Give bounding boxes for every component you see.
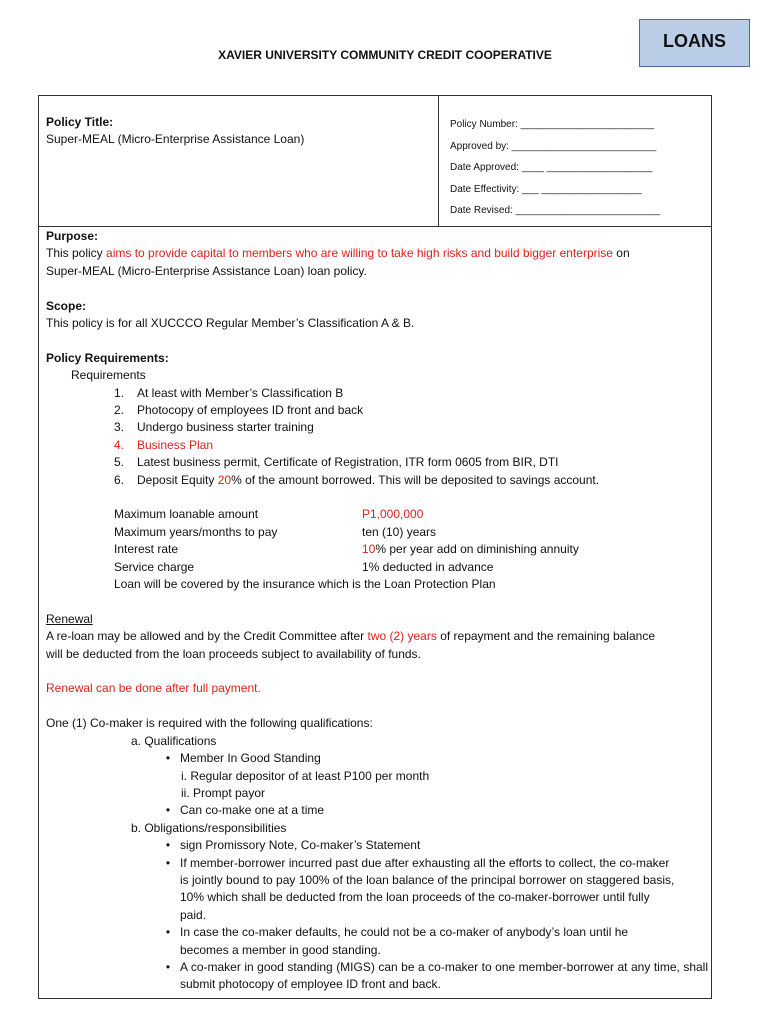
term-interest-rate: Interest rate 10% per year add on diminishing annuity [114, 542, 579, 557]
requirement-item: 3. Undergo business starter training [114, 420, 314, 435]
policy-title-value: Super-MEAL (Micro-Enterprise Assistance Loan) [46, 132, 305, 146]
policy-number-field: Policy Number: ________________________ [450, 119, 655, 130]
bullet-icon: • [165, 838, 171, 853]
qualification-subitem: i. Regular depositor of at least P100 per month [181, 768, 430, 783]
policy-title-block [46, 114, 304, 148]
scope-heading: Scope: [46, 298, 87, 313]
bullet-icon: • [165, 855, 171, 870]
obligations-heading: b. Obligations/responsibilities [131, 820, 287, 835]
qualification-item: • Member In Good Standing [46, 750, 708, 767]
comaker-intro: One (1) Co-maker is required with the following qualifications: [46, 716, 373, 731]
term-max-amount: Maximum loanable amount P1,000,000 [114, 507, 424, 522]
date-revised-field: Date Revised: __________________________ [450, 205, 661, 216]
requirement-item: 2. Photocopy of employees ID front and back [114, 403, 364, 418]
obligation-item: • sign Promissory Note, Co-maker’s Statement [46, 837, 708, 854]
date-approved-field: Date Approved: ____ ___________________ [450, 162, 653, 173]
bullet-icon: • [165, 803, 171, 818]
term-max-years: Maximum years/months to pay ten (10) years [114, 524, 437, 539]
requirement-item-deposit-equity: 6. Deposit Equity 20% of the amount borrowed. This will be deposited to savings account. [114, 472, 600, 487]
qualification-item: • Can co-make one at a time [46, 802, 708, 819]
term-service-charge: Service charge 1% deducted in advance [114, 559, 494, 574]
header-divider-horizontal [39, 226, 711, 227]
obligation-item: • If member-borrower incurred past due after exhausting all the efforts to collect, the co-maker is jointly bound to pay 100% of the loan balance of the principal borrower on staggered basis, 10% which shall be deducted from the loan proceeds of the co-maker-borrower until fully paid. [46, 855, 708, 925]
bullet-icon: • [165, 925, 171, 940]
purpose-text-line2: Super-MEAL (Micro-Enterprise Assistance Loan) loan policy. [46, 263, 367, 278]
requirement-item-business-plan: 4. Business Plan [114, 437, 214, 452]
policy-meta [450, 114, 660, 222]
approved-by-field: Approved by: __________________________ [450, 140, 657, 152]
obligation-item: • A co-maker in good standing (MIGS) can be a co-maker to one member-borrower at any time, shall submit photocopy of employee ID front and back. [46, 959, 708, 994]
obligation-item: • In case the co-maker defaults, he could not be a co-maker of anybody’s loan until he becomes a member in good standing. [46, 924, 708, 959]
qualification-subitem: ii. Prompt payor [181, 785, 266, 800]
policy-box [38, 95, 712, 999]
renewal-heading: Renewal [46, 611, 93, 626]
renewal-text-line2: will be deducted from the loan proceeds subject to availability of funds. [46, 646, 421, 661]
purpose-text: This policy aims to provide capital to members who are willing to take high risks and build bigger enterprise on [46, 246, 630, 261]
requirements-subheading: Requirements [71, 368, 146, 383]
term-insurance: Loan will be covered by the insurance which is the Loan Protection Plan [114, 577, 496, 592]
organization-name: XAVIER UNIVERSITY COMMUNITY CREDIT COOPERATIVE [218, 48, 552, 62]
bullet-icon: • [165, 959, 171, 974]
purpose-heading: Purpose: [46, 229, 99, 243]
loans-badge: LOANS [639, 19, 750, 67]
header-divider-vertical [438, 96, 439, 226]
requirement-item: 5. Latest business permit, Certificate of Registration, ITR form 0605 from BIR, DTI [114, 455, 559, 470]
qualifications-heading: a. Qualifications [131, 733, 217, 748]
date-effectivity-field: Date Effectivity: ___ __________________ [450, 183, 642, 195]
renewal-note: Renewal can be done after full payment. [46, 681, 261, 696]
renewal-text: A re-loan may be allowed and by the Credit Committee after two (2) years of repayment and the remaining balance [46, 629, 655, 644]
policy-title-label: Policy Title: [46, 115, 114, 129]
policy-body [46, 228, 708, 994]
bullet-icon: • [165, 751, 171, 766]
requirements-heading: Policy Requirements: [46, 350, 169, 365]
scope-text: This policy is for all XUCCCO Regular Member’s Classification A & B. [46, 316, 415, 331]
requirement-item: 1. At least with Member’s Classification B [114, 385, 344, 400]
